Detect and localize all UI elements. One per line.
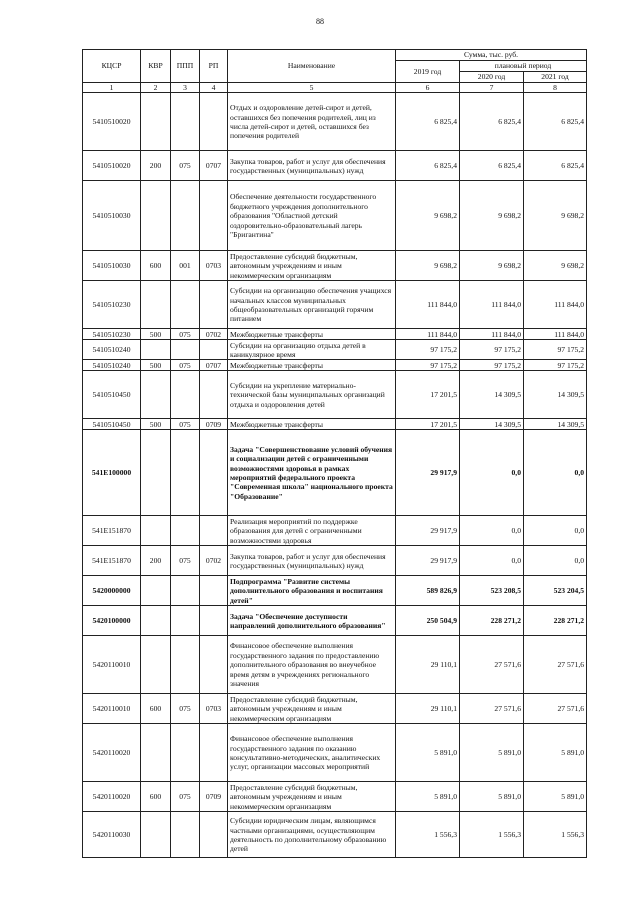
- cell-name: Межбюджетные трансферты: [228, 329, 396, 340]
- cell-kcsr: 5410510450: [83, 371, 141, 419]
- table-row: [83, 724, 587, 782]
- cell-2019: 1 556,3: [396, 812, 460, 858]
- cell-kvr: 600: [141, 251, 171, 281]
- cell-kcsr: 5410510020: [83, 151, 141, 181]
- cell-rp: [200, 812, 228, 858]
- cell-2020: 6 825,4: [460, 93, 524, 151]
- cell-2019: 250 504,9: [396, 606, 460, 636]
- cell-ppp: 075: [171, 360, 200, 371]
- table-row: [83, 340, 587, 360]
- cell-ppp: 001: [171, 251, 200, 281]
- cell-2021: 5 891,0: [524, 782, 587, 812]
- cell-kcsr: 5410510020: [83, 93, 141, 151]
- table-row: [83, 546, 587, 576]
- header-year-2021: 2021 год: [524, 72, 587, 83]
- cell-2019: 97 175,2: [396, 360, 460, 371]
- cell-kcsr: 5420110030: [83, 812, 141, 858]
- cell-2020: 523 208,5: [460, 576, 524, 606]
- cell-kcsr: 5410510450: [83, 419, 141, 430]
- cell-ppp: 075: [171, 546, 200, 576]
- cell-name: Задача "Обеспечение доступности направлений дополнительного образования": [228, 606, 396, 636]
- cell-kcsr: 5420100000: [83, 606, 141, 636]
- cell-kvr: [141, 636, 171, 694]
- cell-kvr: [141, 281, 171, 329]
- cell-ppp: [171, 576, 200, 606]
- cell-kcsr: 5410510240: [83, 360, 141, 371]
- cell-ppp: [171, 606, 200, 636]
- cell-name: Финансовое обеспечение выполнения государственного задания по предоставлению дополнительного образования во внеучебное время детям в учреждениях регионального значения: [228, 636, 396, 694]
- table-row: [83, 93, 587, 151]
- table-row: [83, 181, 587, 251]
- cell-kcsr: 5420110020: [83, 724, 141, 782]
- cell-2021: 14 309,5: [524, 371, 587, 419]
- cell-kvr: [141, 576, 171, 606]
- cell-2021: 97 175,2: [524, 360, 587, 371]
- cell-name: Субсидии на организацию обеспечения учащихся начальных классов муниципальных общеобразовательных организаций горячим питанием: [228, 281, 396, 329]
- cell-2020: 5 891,0: [460, 782, 524, 812]
- cell-ppp: [171, 812, 200, 858]
- cell-ppp: [171, 516, 200, 546]
- cell-2020: 97 175,2: [460, 360, 524, 371]
- cell-2020: 14 309,5: [460, 371, 524, 419]
- cell-rp: [200, 181, 228, 251]
- cell-ppp: 075: [171, 151, 200, 181]
- cell-name: Субсидии на организацию отдыха детей в каникулярное время: [228, 340, 396, 360]
- cell-2021: 0,0: [524, 546, 587, 576]
- cell-ppp: 075: [171, 329, 200, 340]
- cell-name: Межбюджетные трансферты: [228, 360, 396, 371]
- cell-kvr: [141, 606, 171, 636]
- cell-2020: 111 844,0: [460, 281, 524, 329]
- cell-rp: [200, 281, 228, 329]
- table-header: [83, 50, 587, 93]
- col-num: 3: [171, 83, 200, 93]
- cell-name: Реализация мероприятий по поддержке образования для детей с ограниченными возможностями здоровья: [228, 516, 396, 546]
- cell-2021: 6 825,4: [524, 93, 587, 151]
- cell-2021: 27 571,6: [524, 694, 587, 724]
- header-rp: РП: [200, 50, 228, 83]
- cell-kcsr: 5410510030: [83, 181, 141, 251]
- cell-2020: 0,0: [460, 516, 524, 546]
- cell-rp: [200, 516, 228, 546]
- cell-rp: [200, 576, 228, 606]
- cell-kcsr: 5410510230: [83, 329, 141, 340]
- cell-ppp: 075: [171, 419, 200, 430]
- cell-kvr: [141, 724, 171, 782]
- cell-2021: 9 698,2: [524, 181, 587, 251]
- table-body: [83, 93, 587, 858]
- cell-2021: 9 698,2: [524, 251, 587, 281]
- cell-rp: 0703: [200, 694, 228, 724]
- cell-2019: 6 825,4: [396, 93, 460, 151]
- table-row: [83, 329, 587, 340]
- cell-ppp: [171, 724, 200, 782]
- cell-kcsr: 541E151870: [83, 546, 141, 576]
- cell-2020: 97 175,2: [460, 340, 524, 360]
- cell-name: Обеспечение деятельности государственного бюджетного учреждения дополнительного образования "Областной детский оздоровительно-образовательный лагерь "Бригантина": [228, 181, 396, 251]
- cell-2020: 27 571,6: [460, 694, 524, 724]
- cell-2021: 97 175,2: [524, 340, 587, 360]
- cell-name: Субсидии юридическим лицам, являющимся частными организациями, осуществляющим деятельность по дополнительному образованию детей: [228, 812, 396, 858]
- cell-name: Предоставление субсидий бюджетным, автономным учреждениям и иным некоммерческим организациям: [228, 782, 396, 812]
- cell-kcsr: 541E151870: [83, 516, 141, 546]
- cell-2019: 29 917,9: [396, 546, 460, 576]
- column-number-row: [83, 83, 587, 93]
- cell-name: Отдых и оздоровление детей-сирот и детей, оставшихся без попечения родителей, лиц из числа детей-сирот и детей, оставшихся без попечения родителей: [228, 93, 396, 151]
- cell-2019: 589 826,9: [396, 576, 460, 606]
- cell-2020: 0,0: [460, 546, 524, 576]
- cell-2021: 111 844,0: [524, 281, 587, 329]
- cell-2019: 29 110,1: [396, 694, 460, 724]
- cell-kvr: 500: [141, 329, 171, 340]
- cell-rp: 0702: [200, 546, 228, 576]
- cell-rp: [200, 724, 228, 782]
- table-row: [83, 782, 587, 812]
- cell-2020: 14 309,5: [460, 419, 524, 430]
- cell-2020: 111 844,0: [460, 329, 524, 340]
- cell-ppp: [171, 371, 200, 419]
- cell-name: Закупка товаров, работ и услуг для обеспечения государственных (муниципальных) нужд: [228, 151, 396, 181]
- cell-2021: 111 844,0: [524, 329, 587, 340]
- cell-2021: 0,0: [524, 430, 587, 516]
- cell-kvr: 600: [141, 782, 171, 812]
- table-row: [83, 281, 587, 329]
- cell-2019: 17 201,5: [396, 371, 460, 419]
- cell-name: Закупка товаров, работ и услуг для обеспечения государственных (муниципальных) нужд: [228, 546, 396, 576]
- cell-2019: 29 110,1: [396, 636, 460, 694]
- cell-2019: 111 844,0: [396, 281, 460, 329]
- cell-ppp: [171, 181, 200, 251]
- header-kvr: КВР: [141, 50, 171, 83]
- cell-2020: 9 698,2: [460, 181, 524, 251]
- col-num: 7: [460, 83, 524, 93]
- table-row: [83, 606, 587, 636]
- cell-2020: 9 698,2: [460, 251, 524, 281]
- cell-rp: [200, 93, 228, 151]
- table-row: [83, 694, 587, 724]
- cell-2020: 27 571,6: [460, 636, 524, 694]
- header-ppp: ППП: [171, 50, 200, 83]
- cell-rp: 0709: [200, 782, 228, 812]
- cell-kvr: [141, 430, 171, 516]
- table-row: [83, 812, 587, 858]
- cell-2019: 111 844,0: [396, 329, 460, 340]
- cell-2019: 5 891,0: [396, 782, 460, 812]
- cell-2019: 6 825,4: [396, 151, 460, 181]
- cell-2021: 0,0: [524, 516, 587, 546]
- cell-2021: 1 556,3: [524, 812, 587, 858]
- cell-name: Предоставление субсидий бюджетным, автономным учреждениям и иным некоммерческим организациям: [228, 251, 396, 281]
- cell-rp: 0707: [200, 360, 228, 371]
- cell-2019: 5 891,0: [396, 724, 460, 782]
- cell-kvr: [141, 812, 171, 858]
- cell-2020: 0,0: [460, 430, 524, 516]
- cell-ppp: 075: [171, 694, 200, 724]
- col-num: 1: [83, 83, 141, 93]
- cell-kvr: 200: [141, 151, 171, 181]
- cell-2021: 5 891,0: [524, 724, 587, 782]
- cell-kvr: [141, 181, 171, 251]
- header-sum: Сумма, тыс. руб.: [396, 50, 587, 61]
- table-row: [83, 360, 587, 371]
- cell-2019: 9 698,2: [396, 251, 460, 281]
- header-name: Наименование: [228, 50, 396, 83]
- cell-2020: 5 891,0: [460, 724, 524, 782]
- cell-name: Финансовое обеспечение выполнения государственного задания по оказанию консультативно-методических, аналитических услуг, организации массовых мероприятий: [228, 724, 396, 782]
- cell-2021: 228 271,2: [524, 606, 587, 636]
- cell-2020: 1 556,3: [460, 812, 524, 858]
- cell-ppp: 075: [171, 782, 200, 812]
- page-number: 88: [316, 17, 324, 26]
- cell-kvr: [141, 93, 171, 151]
- cell-ppp: [171, 430, 200, 516]
- table-row: [83, 419, 587, 430]
- budget-table: [82, 49, 587, 858]
- cell-2020: 6 825,4: [460, 151, 524, 181]
- cell-kcsr: 541E100000: [83, 430, 141, 516]
- cell-rp: 0703: [200, 251, 228, 281]
- table-row: [83, 371, 587, 419]
- cell-kcsr: 5410510230: [83, 281, 141, 329]
- cell-kcsr: 5420110010: [83, 694, 141, 724]
- cell-ppp: [171, 636, 200, 694]
- cell-ppp: [171, 93, 200, 151]
- cell-rp: [200, 430, 228, 516]
- cell-2019: 29 917,9: [396, 516, 460, 546]
- cell-ppp: [171, 281, 200, 329]
- cell-kcsr: 5410510030: [83, 251, 141, 281]
- cell-rp: 0709: [200, 419, 228, 430]
- cell-rp: [200, 371, 228, 419]
- cell-rp: 0702: [200, 329, 228, 340]
- cell-rp: [200, 606, 228, 636]
- cell-kvr: 600: [141, 694, 171, 724]
- cell-2019: 9 698,2: [396, 181, 460, 251]
- table-row: [83, 636, 587, 694]
- col-num: 8: [524, 83, 587, 93]
- cell-name: Задача "Совершенствование условий обучения и социализации детей с ограниченными возможностями здоровья в рамках мероприятий федерального проекта "Современная школа" национального проекта "Образование": [228, 430, 396, 516]
- col-num: 4: [200, 83, 228, 93]
- table-row: [83, 516, 587, 546]
- cell-kvr: 500: [141, 419, 171, 430]
- cell-2021: 14 309,5: [524, 419, 587, 430]
- cell-kvr: [141, 371, 171, 419]
- col-num: 6: [396, 83, 460, 93]
- cell-2021: 6 825,4: [524, 151, 587, 181]
- cell-rp: 0707: [200, 151, 228, 181]
- header-year-2020: 2020 год: [460, 72, 524, 83]
- table-row: [83, 151, 587, 181]
- cell-2021: 27 571,6: [524, 636, 587, 694]
- cell-2019: 17 201,5: [396, 419, 460, 430]
- cell-kvr: 500: [141, 360, 171, 371]
- cell-kcsr: 5410510240: [83, 340, 141, 360]
- table-row: [83, 576, 587, 606]
- header-year-2019: 2019 год: [396, 61, 460, 83]
- cell-2019: 29 917,9: [396, 430, 460, 516]
- cell-name: Подпрограмма "Развитие системы дополнительного образования и воспитания детей": [228, 576, 396, 606]
- cell-kvr: 200: [141, 546, 171, 576]
- table-row: [83, 430, 587, 516]
- header-plan-period: плановый период: [460, 61, 587, 72]
- cell-rp: [200, 340, 228, 360]
- col-num: 2: [141, 83, 171, 93]
- cell-kcsr: 5420110010: [83, 636, 141, 694]
- header-kcsr: КЦСР: [83, 50, 141, 83]
- cell-name: Предоставление субсидий бюджетным, автономным учреждениям и иным некоммерческим организациям: [228, 694, 396, 724]
- cell-2021: 523 204,5: [524, 576, 587, 606]
- cell-kvr: [141, 516, 171, 546]
- cell-2020: 228 271,2: [460, 606, 524, 636]
- col-num: 5: [228, 83, 396, 93]
- cell-rp: [200, 636, 228, 694]
- table-row: [83, 251, 587, 281]
- cell-name: Субсидии на укрепление материально-технической базы муниципальных организаций отдыха и оздоровления детей: [228, 371, 396, 419]
- cell-name: Межбюджетные трансферты: [228, 419, 396, 430]
- cell-kcsr: 5420000000: [83, 576, 141, 606]
- cell-ppp: [171, 340, 200, 360]
- cell-kvr: [141, 340, 171, 360]
- cell-kcsr: 5420110020: [83, 782, 141, 812]
- cell-2019: 97 175,2: [396, 340, 460, 360]
